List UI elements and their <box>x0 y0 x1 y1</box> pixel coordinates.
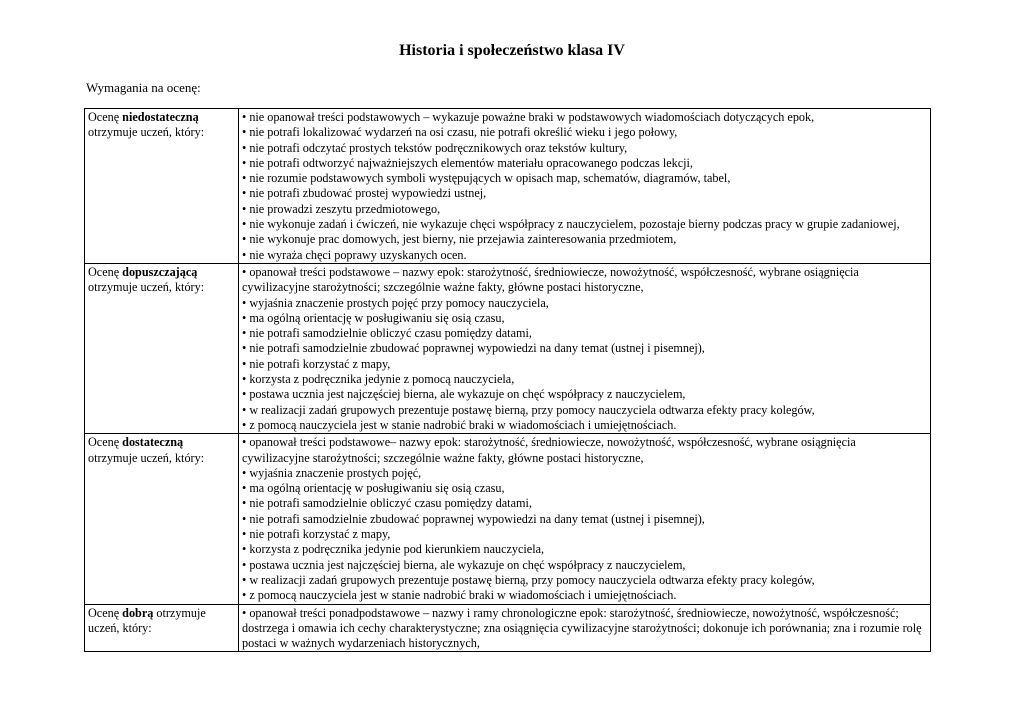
requirement-item: • postawa ucznia jest najczęściej bierna, ale wykazuje on chęć współpracy z nauczycielem, <box>242 557 686 572</box>
grade-name: niedostateczną <box>122 110 199 124</box>
requirement-item: • wyjaśnia znaczenie prostych pojęć, <box>242 465 422 480</box>
requirement-item: • nie potrafi odtworzyć najważniejszych elementów materiału opracowanego podczas lekcji, <box>242 155 693 170</box>
requirements-cell <box>239 263 931 433</box>
requirement-item: • nie wykonuje prac domowych, jest bierny, nie przejawia zainteresowania przedmiotem, <box>242 232 677 247</box>
grade-name: dopuszczającą <box>122 264 198 279</box>
requirement-item: • ma ogólną orientację w posługiwaniu się osią czasu, <box>242 310 505 325</box>
requirement-item: • nie wyraża chęci poprawy uzyskanych ocen. <box>242 247 467 262</box>
requirement-item: • opanował treści podstawowe– nazwy epok: starożytność, średniowiecze, nowożytność, współczesność, wybrane osiągnięcia cywilizacyjne starożytności; szczególnie ważne fakty, główne postaci historyczne, <box>242 435 856 465</box>
requirement-item: • nie potrafi samodzielnie zbudować poprawnej wypowiedzi na dany temat (ustnej i pisemnej), <box>242 341 705 356</box>
grade-row <box>85 604 931 652</box>
requirement-item: • opanował treści ponadpodstawowe – nazwy i ramy chronologiczne epok: starożytność, średniowiecze, nowożytność, współczesność; dostrzega i omawia ich cechy charakterystyczne; zna osiągnięcia cywilizacyjne starożytności; dokonuje ich porównania; zna i rozumie rolę postaci w ważnych wydarzeniach historycznych, <box>242 605 922 651</box>
requirement-item: • postawa ucznia jest najczęściej bierna, ale wykazuje on chęć współpracy z nauczycielem, <box>242 387 686 402</box>
requirement-item: • nie potrafi korzystać z mapy, <box>242 356 391 371</box>
requirement-item: • w realizacji zadań grupowych prezentuje postawę bierną, przy pomocy nauczyciela odtwarza efekty pracy kolegów, <box>242 572 815 587</box>
requirement-item: • nie rozumie podstawowych symboli występujących w opisach map, schematów, diagramów, tabel, <box>242 171 731 186</box>
requirement-item: • nie wykonuje zadań i ćwiczeń, nie wykazuje chęci współpracy z nauczycielem, pozostaje bierny podczas pracy w grupie zadaniowej, <box>242 217 900 232</box>
grade-prefix: Ocenę <box>88 264 123 279</box>
grade-suffix: otrzymuje uczeń, który: <box>88 605 206 635</box>
requirement-item: • nie potrafi zbudować prostej wypowiedzi ustnej, <box>242 186 487 201</box>
requirement-item: • korzysta z podręcznika jedynie z pomocą nauczyciela, <box>242 372 515 387</box>
requirement-item: • nie opanował treści podstawowych – wykazuje poważne braki w podstawowych wiadomościach dotyczących epok, <box>242 110 815 124</box>
grade-prefix: Ocenę <box>88 605 123 620</box>
requirement-item: • nie potrafi samodzielnie zbudować poprawnej wypowiedzi na dany temat (ustnej i pisemnej), <box>242 511 705 526</box>
grade-name: dobrą <box>122 605 154 620</box>
requirement-item: • z pomocą nauczyciela jest w stanie nadrobić braki w wiadomościach i umiejętnościach. <box>242 588 677 603</box>
document-title: Historia i społeczeństwo klasa IV <box>399 42 625 59</box>
requirement-item: • nie potrafi lokalizować wydarzeń na osi czasu, nie potrafi określić wieku i jego połowy, <box>242 125 678 140</box>
requirement-item: • opanował treści podstawowe – nazwy epok: starożytność, średniowiecze, nowożytność, współczesność, wybrane osiągnięcia cywilizacyjne starożytności; szczególnie ważne fakty, główne postaci historyczne, <box>242 264 859 295</box>
document-subtitle: Wymagania na ocenę: <box>86 80 201 95</box>
grade-label-cell <box>85 263 239 433</box>
requirement-item: • z pomocą nauczyciela jest w stanie nadrobić braki w wiadomościach i umiejętnościach. <box>242 417 677 432</box>
requirement-item: • w realizacji zadań grupowych prezentuje postawę bierną, przy pomocy nauczyciela odtwarza efekty pracy kolegów, <box>242 402 815 417</box>
requirement-item: • nie potrafi samodzielnie obliczyć czasu pomiędzy datami, <box>242 496 532 511</box>
grade-suffix: otrzymuje uczeń, który: <box>88 450 205 465</box>
grade-suffix: otrzymuje uczeń, który: <box>88 125 205 140</box>
grade-row <box>85 263 931 433</box>
grade-suffix: otrzymuje uczeń, który: <box>88 280 205 295</box>
grade-name: dostateczną <box>122 435 184 450</box>
requirement-item: • nie potrafi odczytać prostych tekstów podręcznikowych oraz tekstów kultury, <box>242 140 628 155</box>
requirement-item: • nie potrafi samodzielnie obliczyć czasu pomiędzy datami, <box>242 326 532 341</box>
requirement-item: • nie prowadzi zeszytu przedmiotowego, <box>242 201 441 216</box>
grade-prefix: Ocenę <box>88 110 123 124</box>
requirements-cell <box>239 604 931 652</box>
grade-row <box>85 109 931 264</box>
requirement-item: • korzysta z podręcznika jedynie pod kierunkiem nauczyciela, <box>242 542 545 557</box>
grade-label-cell <box>85 604 239 652</box>
grade-label-cell <box>85 109 239 264</box>
grade-prefix: Ocenę <box>88 435 123 450</box>
requirements-cell <box>239 109 931 264</box>
requirement-item: • ma ogólną orientację w posługiwaniu się osią czasu, <box>242 481 505 496</box>
requirement-item: • wyjaśnia znaczenie prostych pojęć przy pomocy nauczyciela, <box>242 295 549 310</box>
requirement-item: • nie potrafi korzystać z mapy, <box>242 527 391 542</box>
grade-label-cell <box>85 434 239 604</box>
requirements-table <box>84 108 931 652</box>
grade-row <box>85 434 931 604</box>
requirements-cell <box>239 434 931 604</box>
